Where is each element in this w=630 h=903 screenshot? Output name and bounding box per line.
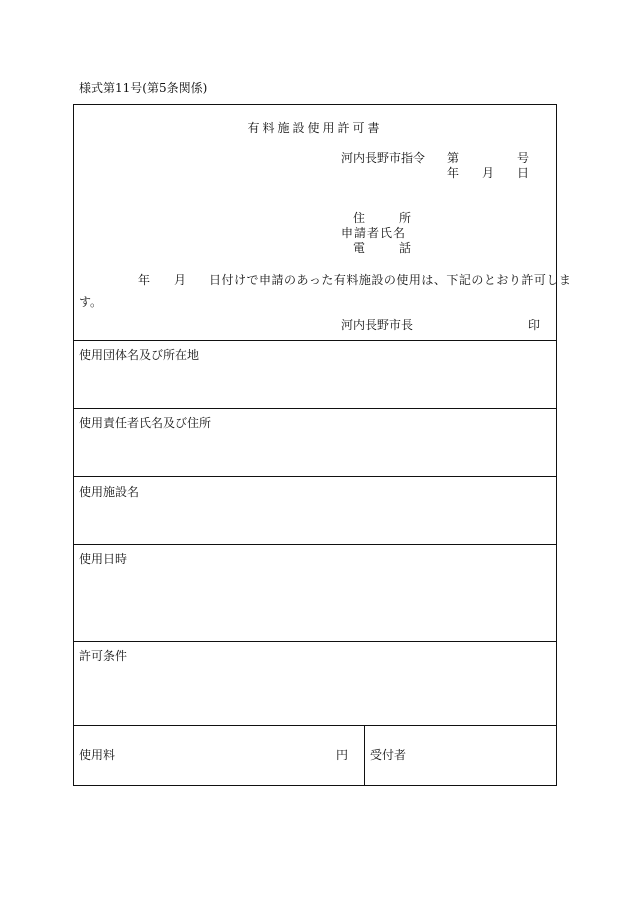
- divider-line: [73, 476, 557, 477]
- directive-dai: 第: [447, 151, 460, 165]
- form-number: 様式第11号(第5条関係): [79, 81, 208, 95]
- document-title: 有料施設使用許可書: [247, 121, 383, 135]
- conditions-label: 許可条件: [79, 649, 128, 663]
- mayor-label: 河内長野市長: [341, 318, 414, 332]
- fee-unit: 円: [336, 748, 349, 762]
- applicant-address-label: 住 所: [353, 211, 411, 225]
- fee-receiver-divider: [364, 725, 365, 786]
- applicant-phone-label: 電 話: [353, 241, 411, 255]
- applicant-name-label: 申請者氏名: [341, 226, 407, 240]
- body-month: 月: [174, 273, 187, 287]
- issue-day: 日: [517, 166, 530, 180]
- body-text-line2: す。: [79, 295, 103, 309]
- seal-mark: 印: [528, 318, 541, 332]
- divider-line: [73, 544, 557, 545]
- divider-line: [73, 340, 557, 341]
- fee-label: 使用料: [79, 748, 116, 762]
- directive-go: 号: [517, 151, 530, 165]
- divider-line: [73, 725, 557, 726]
- directive-prefix: 河内長野市指令: [341, 151, 426, 165]
- form-frame: [73, 104, 557, 786]
- issue-year: 年: [447, 166, 460, 180]
- issue-month: 月: [482, 166, 495, 180]
- divider-line: [73, 641, 557, 642]
- body-year: 年: [138, 273, 151, 287]
- organization-label: 使用団体名及び所在地: [79, 348, 200, 362]
- receiver-label: 受付者: [370, 748, 407, 762]
- body-text-line1: 日付けで申請のあった有料施設の使用は、下記のとおり許可しま: [209, 273, 572, 287]
- divider-line: [73, 408, 557, 409]
- datetime-label: 使用日時: [79, 552, 128, 566]
- responsible-person-label: 使用責任者氏名及び住所: [79, 416, 212, 430]
- facility-name-label: 使用施設名: [79, 485, 140, 499]
